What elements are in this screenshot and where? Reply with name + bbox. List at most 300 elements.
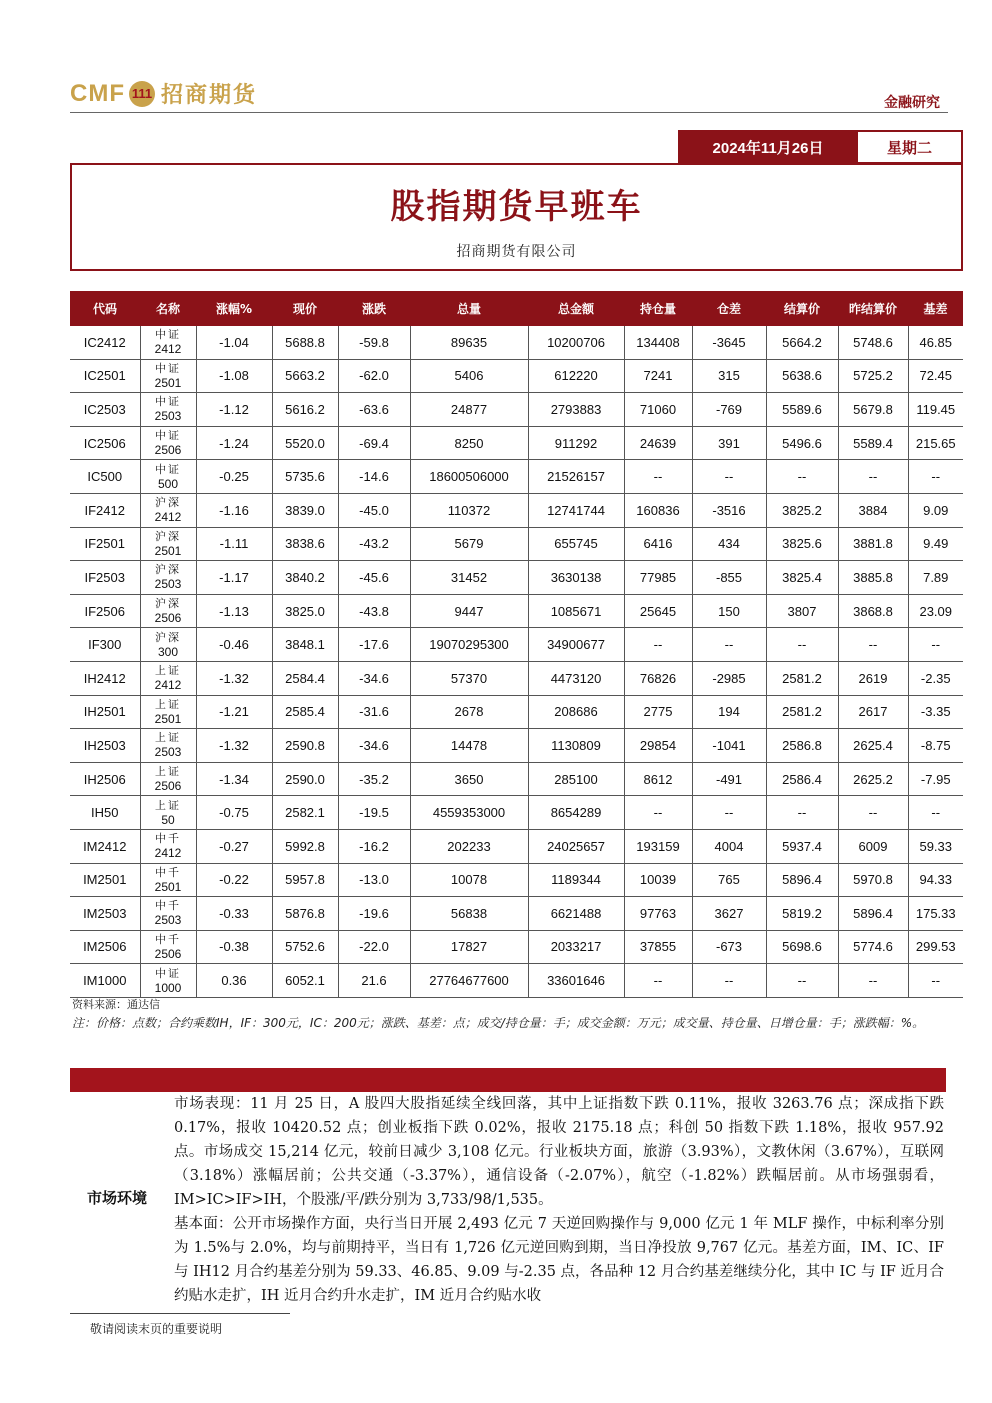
contract-name-index: 中千 — [155, 865, 181, 879]
logo-text-cn: 招商期货 — [160, 83, 257, 108]
contract-name-index: 中证 — [155, 395, 181, 409]
table-cell: -- — [692, 796, 766, 830]
column-header: 结算价 — [766, 291, 838, 326]
contract-code: IH50 — [70, 796, 140, 830]
contract-name-index: 中证 — [155, 966, 181, 980]
table-cell: 37855 — [624, 930, 692, 964]
table-cell: -43.2 — [338, 527, 410, 561]
contract-name — [140, 796, 196, 830]
table-cell: 34900677 — [528, 628, 624, 662]
table-cell: -45.6 — [338, 561, 410, 595]
table-cell: 2590.0 — [272, 762, 338, 796]
table-cell: -0.25 — [196, 460, 272, 494]
contract-name-index: 上证 — [155, 765, 181, 779]
table-cell: 2678 — [410, 695, 528, 729]
table-cell: -59.8 — [338, 326, 410, 359]
table-cell: -62.0 — [338, 359, 410, 393]
table-cell: 46.85 — [908, 326, 963, 359]
table-cell: 1085671 — [528, 594, 624, 628]
table-cell: 765 — [692, 863, 766, 897]
contract-code: IH2501 — [70, 695, 140, 729]
table-cell: -673 — [692, 930, 766, 964]
table-cell: 2586.8 — [766, 729, 838, 763]
table-row — [70, 897, 963, 931]
table-cell: 2617 — [838, 695, 908, 729]
table-cell: 3825.6 — [766, 527, 838, 561]
table-cell: 31452 — [410, 561, 528, 595]
contract-name-month: 2412 — [154, 846, 182, 861]
table-cell: -1.11 — [196, 527, 272, 561]
table-cell: 23.09 — [908, 594, 963, 628]
table-cell: 1130809 — [528, 729, 624, 763]
contract-name — [140, 762, 196, 796]
table-cell: -1.16 — [196, 493, 272, 527]
contract-code: IH2412 — [70, 661, 140, 695]
table-cell: 24877 — [410, 393, 528, 427]
table-cell: -1.12 — [196, 393, 272, 427]
table-cell: 5725.2 — [838, 359, 908, 393]
table-cell: 9.49 — [908, 527, 963, 561]
contract-name-index: 中千 — [155, 932, 181, 946]
contract-name — [140, 426, 196, 460]
table-cell: 5970.8 — [838, 863, 908, 897]
contract-name — [140, 628, 196, 662]
table-cell: 59.33 — [908, 829, 963, 863]
table-cell: 175.33 — [908, 897, 963, 931]
table-cell: -- — [838, 964, 908, 998]
table-cell: 208686 — [528, 695, 624, 729]
contract-code: IM2501 — [70, 863, 140, 897]
table-cell: 3840.2 — [272, 561, 338, 595]
table-row — [70, 762, 963, 796]
table-cell: 134408 — [624, 326, 692, 359]
table-row — [70, 527, 963, 561]
contract-name-index: 中千 — [155, 899, 181, 913]
table-cell: 150 — [692, 594, 766, 628]
table-row — [70, 829, 963, 863]
table-cell: 6416 — [624, 527, 692, 561]
table-cell: 12741744 — [528, 493, 624, 527]
table-cell: 911292 — [528, 426, 624, 460]
table-cell: -22.0 — [338, 930, 410, 964]
table-cell: 2585.4 — [272, 695, 338, 729]
table-cell: -43.8 — [338, 594, 410, 628]
table-cell: 19070295300 — [410, 628, 528, 662]
table-cell: -1.08 — [196, 359, 272, 393]
table-cell: 9.09 — [908, 493, 963, 527]
table-cell: 8250 — [410, 426, 528, 460]
table-row — [70, 359, 963, 393]
table-note: 注：价格：点数；合约乘数IH，IF：300元，IC：200元；涨跌、基差：点；成交/持仓量：手；成交金额：万元；成交量、持仓量、日增仓量：手；涨跌幅：%。 — [72, 1016, 925, 1030]
table-cell: -19.6 — [338, 897, 410, 931]
table-cell: -1.04 — [196, 326, 272, 359]
table-cell: -14.6 — [338, 460, 410, 494]
table-cell: -- — [692, 964, 766, 998]
contract-name-index: 上证 — [155, 731, 181, 745]
contract-code: IF2412 — [70, 493, 140, 527]
table-cell: 434 — [692, 527, 766, 561]
table-cell: 3868.8 — [838, 594, 908, 628]
table-cell: 2581.2 — [766, 661, 838, 695]
column-header: 现价 — [272, 291, 338, 326]
table-cell: 3630138 — [528, 561, 624, 595]
table-cell: 5664.2 — [766, 326, 838, 359]
footer-divider — [70, 1313, 290, 1314]
table-cell: 33601646 — [528, 964, 624, 998]
contract-name-index: 中证 — [155, 429, 181, 443]
company-name: 招商期货有限公司 — [456, 244, 577, 260]
table-cell: -- — [624, 964, 692, 998]
table-cell: 14478 — [410, 729, 528, 763]
table-cell: 72.45 — [908, 359, 963, 393]
table-header-row — [70, 291, 963, 326]
contract-name-index: 中证 — [155, 361, 181, 375]
table-cell: 29854 — [624, 729, 692, 763]
table-cell: 8654289 — [528, 796, 624, 830]
table-cell: 5957.8 — [272, 863, 338, 897]
table-row — [70, 729, 963, 763]
table-cell: -491 — [692, 762, 766, 796]
table-cell: 5752.6 — [272, 930, 338, 964]
contract-name-month: 2501 — [154, 879, 182, 894]
table-cell: 21526157 — [528, 460, 624, 494]
table-cell: -3516 — [692, 493, 766, 527]
table-cell: -35.2 — [338, 762, 410, 796]
table-cell: 5616.2 — [272, 393, 338, 427]
table-cell: 160836 — [624, 493, 692, 527]
table-row — [70, 460, 963, 494]
table-cell: 0.36 — [196, 964, 272, 998]
table-cell: 110372 — [410, 493, 528, 527]
table-cell: 2775 — [624, 695, 692, 729]
table-cell: 193159 — [624, 829, 692, 863]
table-cell: 215.65 — [908, 426, 963, 460]
report-category: 金融研究 — [884, 95, 940, 111]
contract-code: IC2501 — [70, 359, 140, 393]
table-cell: 10200706 — [528, 326, 624, 359]
table-cell: 6052.1 — [272, 964, 338, 998]
table-cell: -13.0 — [338, 863, 410, 897]
table-cell: -16.2 — [338, 829, 410, 863]
contract-code: IF300 — [70, 628, 140, 662]
contract-name-month: 2503 — [154, 745, 182, 760]
table-cell: 8612 — [624, 762, 692, 796]
contract-code: IM2506 — [70, 930, 140, 964]
table-cell: 3838.6 — [272, 527, 338, 561]
table-cell: -31.6 — [338, 695, 410, 729]
table-cell: 655745 — [528, 527, 624, 561]
table-cell: -769 — [692, 393, 766, 427]
table-cell: 57370 — [410, 661, 528, 695]
table-cell: 2581.2 — [766, 695, 838, 729]
table-cell: 3884 — [838, 493, 908, 527]
table-cell: 24639 — [624, 426, 692, 460]
table-cell: -1.17 — [196, 561, 272, 595]
table-cell: 3825.0 — [272, 594, 338, 628]
contract-name — [140, 561, 196, 595]
table-cell: -45.0 — [338, 493, 410, 527]
logo-text-cmf: CMF — [70, 79, 125, 107]
title-box — [70, 163, 963, 271]
table-cell: 2625.2 — [838, 762, 908, 796]
table-cell: 3807 — [766, 594, 838, 628]
contract-code: IC2506 — [70, 426, 140, 460]
table-cell: 3839.0 — [272, 493, 338, 527]
table-cell: 5698.6 — [766, 930, 838, 964]
contract-code: IF2506 — [70, 594, 140, 628]
table-cell: 4473120 — [528, 661, 624, 695]
table-body — [70, 326, 963, 997]
table-cell: -34.6 — [338, 661, 410, 695]
contract-code: IC2412 — [70, 326, 140, 359]
table-cell: 5876.8 — [272, 897, 338, 931]
contract-name-index: 中证 — [155, 328, 181, 342]
table-cell: 3848.1 — [272, 628, 338, 662]
table-cell: 18600506000 — [410, 460, 528, 494]
contract-name — [140, 493, 196, 527]
contract-code: IF2503 — [70, 561, 140, 595]
contract-name-month: 2506 — [154, 946, 182, 961]
table-cell: 6009 — [838, 829, 908, 863]
contract-name — [140, 863, 196, 897]
table-cell: 2590.8 — [272, 729, 338, 763]
contract-name — [140, 326, 196, 359]
table-cell: -0.33 — [196, 897, 272, 931]
table-cell: 194 — [692, 695, 766, 729]
table-cell: 24025657 — [528, 829, 624, 863]
contract-code: IH2503 — [70, 729, 140, 763]
table-row — [70, 628, 963, 662]
contract-name — [140, 594, 196, 628]
contract-name — [140, 930, 196, 964]
contract-name-index: 中证 — [155, 462, 181, 476]
table-cell: 5520.0 — [272, 426, 338, 460]
contract-name-month: 2506 — [154, 443, 182, 458]
table-cell: 2793883 — [528, 393, 624, 427]
table-cell: 3627 — [692, 897, 766, 931]
table-cell: -17.6 — [338, 628, 410, 662]
table-cell: 5896.4 — [766, 863, 838, 897]
page-title: 股指期货早班车 — [390, 187, 643, 227]
table-cell: 2582.1 — [272, 796, 338, 830]
table-cell: 5663.2 — [272, 359, 338, 393]
table-cell: 299.53 — [908, 930, 963, 964]
table-cell: 56838 — [410, 897, 528, 931]
table-cell: 5896.4 — [838, 897, 908, 931]
table-cell: 5679 — [410, 527, 528, 561]
fundamentals-paragraph: 基本面：公开市场操作方面，央行当日开展 2,493 亿元 7 天逆回购操作与 9,000 亿元 1 年 MLF 操作，中标利率分别为 1.5%与 2.0%，均与前期持平，当日有 1,726 亿元逆回购到期，当日净投放 9,767 亿元。基差方面，IM、IC、IF 与 IH12 月合约基差分别为 59.33、46.85、9.09 与-2.35 点，各品种 12 月合约基差继续分化，其中 IC 与 IF 近月合约贴水走扩，IH 近月合约升水走扩，IM 近月合约贴水收 — [174, 1216, 944, 1304]
table-cell: -8.75 — [908, 729, 963, 763]
section-label: 市场环境 — [86, 1188, 147, 1207]
section-text — [174, 1092, 944, 1308]
header-divider — [70, 112, 948, 113]
table-cell: 5748.6 — [838, 326, 908, 359]
table-cell: -- — [692, 628, 766, 662]
table-row — [70, 326, 963, 359]
table-row — [70, 695, 963, 729]
table-cell: 5992.8 — [272, 829, 338, 863]
table-cell: 3885.8 — [838, 561, 908, 595]
table-cell: 10039 — [624, 863, 692, 897]
table-cell: 5638.6 — [766, 359, 838, 393]
table-cell: -- — [908, 460, 963, 494]
column-header: 总金额 — [528, 291, 624, 326]
table-cell: -0.38 — [196, 930, 272, 964]
table-cell: -- — [624, 796, 692, 830]
table-cell: -1.13 — [196, 594, 272, 628]
contract-name-month: 1000 — [154, 980, 182, 995]
column-header: 涨跌 — [338, 291, 410, 326]
table-cell: -855 — [692, 561, 766, 595]
table-cell: -2985 — [692, 661, 766, 695]
table-row — [70, 964, 963, 998]
report-weekday: 星期二 — [856, 132, 961, 162]
contract-name-month: 2412 — [154, 510, 182, 525]
table-row — [70, 661, 963, 695]
table-row — [70, 863, 963, 897]
table-cell: -- — [624, 628, 692, 662]
table-cell: 2625.4 — [838, 729, 908, 763]
table-cell: 3825.2 — [766, 493, 838, 527]
table-row — [70, 594, 963, 628]
table-cell: -34.6 — [338, 729, 410, 763]
contract-name — [140, 964, 196, 998]
column-header: 总量 — [410, 291, 528, 326]
table-cell: 4559353000 — [410, 796, 528, 830]
table-row — [70, 561, 963, 595]
table-cell: -1.34 — [196, 762, 272, 796]
contract-code: IM2503 — [70, 897, 140, 931]
table-row — [70, 393, 963, 427]
table-cell: 2584.4 — [272, 661, 338, 695]
table-cell: -63.6 — [338, 393, 410, 427]
table-cell: -19.5 — [338, 796, 410, 830]
table-cell: 76826 — [624, 661, 692, 695]
table-cell: -- — [692, 460, 766, 494]
table-cell: -- — [766, 964, 838, 998]
table-row — [70, 493, 963, 527]
table-cell: 5819.2 — [766, 897, 838, 931]
contract-name-index: 沪深 — [155, 563, 181, 577]
table-cell: -- — [838, 628, 908, 662]
table-cell: -2.35 — [908, 661, 963, 695]
contract-name-month: 2412 — [154, 678, 182, 693]
futures-table — [70, 291, 963, 998]
table-cell: 71060 — [624, 393, 692, 427]
contract-code: IM2412 — [70, 829, 140, 863]
logo-badge-icon: 111 — [129, 81, 155, 107]
table-cell: 2586.4 — [766, 762, 838, 796]
contract-name — [140, 661, 196, 695]
table-cell: 10078 — [410, 863, 528, 897]
contract-name-index: 沪深 — [155, 496, 181, 510]
table-cell: 5589.4 — [838, 426, 908, 460]
contract-name-index: 上证 — [155, 664, 181, 678]
table-cell: 3825.4 — [766, 561, 838, 595]
contract-name-month: 2501 — [154, 543, 182, 558]
table-cell: 119.45 — [908, 393, 963, 427]
column-header: 昨结算价 — [838, 291, 908, 326]
table-row — [70, 930, 963, 964]
table-cell: -1.32 — [196, 661, 272, 695]
column-header: 涨幅% — [196, 291, 272, 326]
market-section — [70, 1092, 946, 1302]
contract-name-index: 沪深 — [155, 597, 181, 611]
contract-name — [140, 897, 196, 931]
table-cell: 25645 — [624, 594, 692, 628]
table-cell: 202233 — [410, 829, 528, 863]
table-cell: 5589.6 — [766, 393, 838, 427]
contract-name-index: 上证 — [155, 697, 181, 711]
contract-name-month: 2503 — [154, 913, 182, 928]
table-cell: 94.33 — [908, 863, 963, 897]
column-header: 基差 — [908, 291, 963, 326]
table-cell: 7241 — [624, 359, 692, 393]
contract-code: IH2506 — [70, 762, 140, 796]
table-cell: 3881.8 — [838, 527, 908, 561]
contract-name-month: 500 — [157, 476, 179, 491]
contract-name-month: 2501 — [154, 711, 182, 726]
table-cell: 5406 — [410, 359, 528, 393]
table-cell: -0.46 — [196, 628, 272, 662]
report-date: 2024年11月26日 — [680, 132, 856, 162]
table-cell: -- — [908, 628, 963, 662]
contract-name-index: 中千 — [155, 832, 181, 846]
column-header: 仓差 — [692, 291, 766, 326]
contract-name — [140, 829, 196, 863]
table-cell: -7.95 — [908, 762, 963, 796]
table-cell: -3645 — [692, 326, 766, 359]
table-cell: -1.32 — [196, 729, 272, 763]
table-cell: 2619 — [838, 661, 908, 695]
table-cell: 285100 — [528, 762, 624, 796]
table-cell: -- — [766, 460, 838, 494]
contract-name-index: 沪深 — [155, 630, 181, 644]
contract-name-index: 上证 — [155, 798, 181, 812]
table-cell: 5496.6 — [766, 426, 838, 460]
table-cell: 612220 — [528, 359, 624, 393]
column-header: 名称 — [140, 291, 196, 326]
market-performance-paragraph: 市场表现：11 月 25 日，A 股四大股指延续全线回落，其中上证指数下跌 0.11%，报收 3263.76 点；深成指下跌 0.17%，报收 10420.52 点；创业板指下跌 0.02%，报收 2175.18 点；科创 50 指数下跌 1.18%，报收 957.92 点。市场成交 15,214 亿元，较前日减少 3,108 亿元。行业板块方面，旅游（3.93%），文教休闲（3.67%），互联网（3.18%）涨幅居前；公共交通（-3.37%），通信设备（-2.07%），航空（-1.82%）跌幅居前。从市场强弱看，IM>IC>IF>IH，个股涨/平/跌分别为 3,733/98/1,535。 — [174, 1096, 944, 1208]
table-cell: -1.24 — [196, 426, 272, 460]
table-cell: 7.89 — [908, 561, 963, 595]
contract-name — [140, 359, 196, 393]
contract-code: IF2501 — [70, 527, 140, 561]
contract-name-month: 2501 — [154, 375, 182, 390]
table-cell: 2033217 — [528, 930, 624, 964]
table-cell: 9447 — [410, 594, 528, 628]
table-cell: -1041 — [692, 729, 766, 763]
date-bar — [678, 130, 963, 164]
column-header: 代码 — [70, 291, 140, 326]
contract-name-month: 300 — [157, 644, 179, 659]
contract-code: IM1000 — [70, 964, 140, 998]
section-header-bar — [70, 1068, 946, 1092]
contract-name-month: 2506 — [154, 611, 182, 626]
contract-name — [140, 460, 196, 494]
contract-name — [140, 729, 196, 763]
contract-name — [140, 527, 196, 561]
contract-name-month: 2503 — [154, 577, 182, 592]
contract-code: IC2503 — [70, 393, 140, 427]
table-cell: -0.75 — [196, 796, 272, 830]
table-cell: 1189344 — [528, 863, 624, 897]
contract-code: IC500 — [70, 460, 140, 494]
table-cell: -- — [624, 460, 692, 494]
table-cell: 6621488 — [528, 897, 624, 931]
table-cell: 5735.6 — [272, 460, 338, 494]
table-row — [70, 426, 963, 460]
